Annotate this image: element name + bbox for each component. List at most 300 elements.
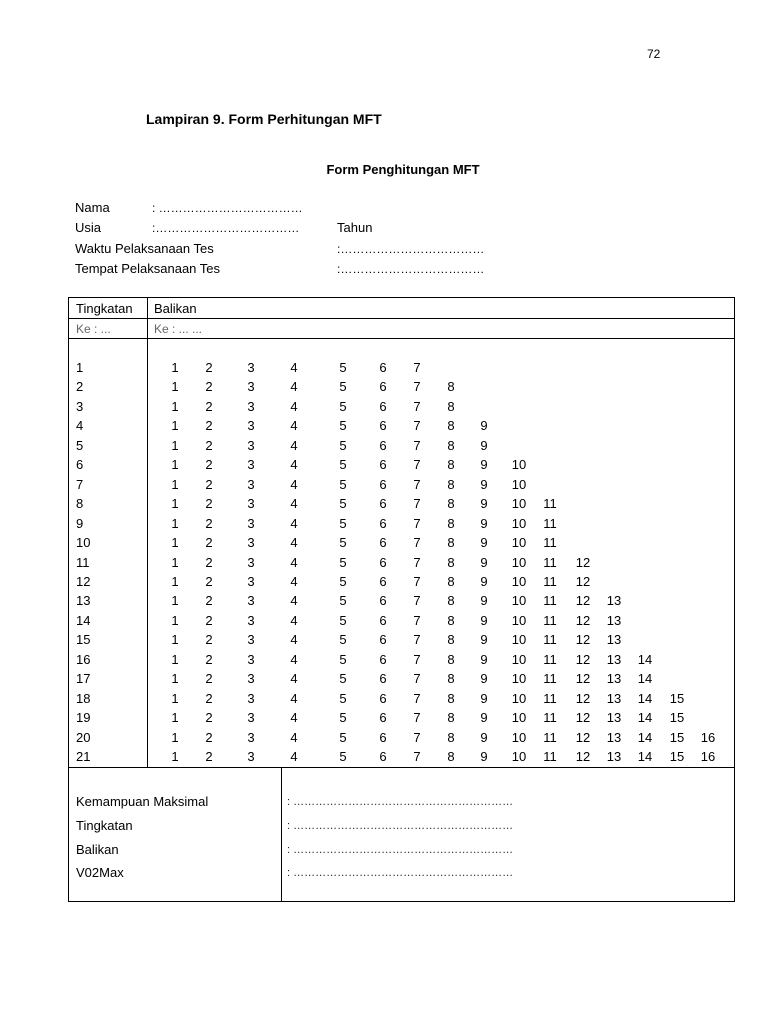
shuttle-number[interactable]: 7 (413, 515, 421, 531)
level-number: 14 (76, 612, 91, 628)
level-row (69, 360, 734, 380)
level-row (69, 418, 734, 438)
shuttle-number[interactable]: 10 (511, 651, 527, 667)
shuttle-number[interactable]: 7 (413, 612, 421, 628)
shuttle-number[interactable]: 8 (447, 535, 455, 551)
shuttle-number[interactable]: 2 (205, 729, 213, 745)
shuttle-number[interactable]: 7 (413, 573, 421, 589)
shuttle-number[interactable]: 1 (171, 690, 179, 706)
balikan-ke-field[interactable]: Ke : ... ... (154, 322, 203, 336)
shuttle-number[interactable]: 5 (339, 749, 347, 764)
shuttle-number[interactable]: 13 (606, 729, 622, 745)
shuttle-number[interactable]: 8 (447, 573, 455, 589)
shuttle-number[interactable]: 6 (379, 690, 387, 706)
level-row (69, 710, 734, 730)
shuttle-number[interactable]: 7 (413, 554, 421, 570)
shuttle-number[interactable]: 5 (339, 573, 347, 589)
shuttle-number[interactable]: 7 (413, 437, 421, 453)
shuttle-number[interactable]: 10 (511, 749, 527, 764)
shuttle-number[interactable]: 13 (606, 651, 622, 667)
shuttle-number[interactable]: 9 (480, 690, 488, 706)
balikan-result-label: Balikan (76, 842, 119, 857)
shuttle-number[interactable]: 1 (171, 418, 179, 434)
shuttle-number[interactable]: 3 (247, 457, 255, 473)
shuttle-number[interactable]: 1 (171, 573, 179, 589)
shuttle-number[interactable]: 1 (171, 476, 179, 492)
shuttle-number[interactable]: 6 (379, 612, 387, 628)
shuttle-number[interactable]: 8 (447, 710, 455, 726)
shuttle-number[interactable]: 5 (339, 729, 347, 745)
shuttle-number[interactable]: 1 (171, 612, 179, 628)
shuttle-number[interactable]: 4 (290, 632, 298, 648)
shuttle-number[interactable]: 2 (205, 690, 213, 706)
shuttle-number[interactable]: 5 (339, 632, 347, 648)
shuttle-number[interactable]: 11 (543, 535, 557, 551)
shuttle-number[interactable]: 1 (171, 398, 179, 414)
shuttle-number[interactable]: 1 (171, 651, 179, 667)
shuttle-number[interactable]: 11 (543, 651, 557, 667)
shuttle-number[interactable]: 10 (511, 515, 527, 531)
shuttle-number[interactable]: 10 (511, 710, 527, 726)
shuttle-number[interactable]: 6 (379, 554, 387, 570)
shuttle-number[interactable]: 2 (205, 496, 213, 512)
shuttle-number[interactable]: 1 (171, 710, 179, 726)
shuttle-number[interactable]: 5 (339, 360, 347, 375)
shuttle-number[interactable]: 7 (413, 593, 421, 609)
shuttle-number[interactable]: 5 (339, 710, 347, 726)
shuttle-number[interactable]: 4 (290, 535, 298, 551)
shuttle-number[interactable]: 8 (447, 476, 455, 492)
shuttle-number[interactable]: 3 (247, 690, 255, 706)
shuttle-number[interactable]: 3 (247, 398, 255, 414)
shuttle-number[interactable]: 6 (379, 457, 387, 473)
shuttle-number[interactable]: 3 (247, 496, 255, 512)
shuttle-number[interactable]: 1 (171, 457, 179, 473)
shuttle-number[interactable]: 7 (413, 671, 421, 687)
shuttle-number[interactable]: 12 (575, 651, 591, 667)
shuttle-number[interactable]: 11 (543, 593, 557, 609)
shuttle-number[interactable]: 9 (480, 437, 488, 453)
shuttle-number[interactable]: 5 (339, 690, 347, 706)
shuttle-number[interactable]: 6 (379, 398, 387, 414)
level-number: 18 (76, 690, 91, 706)
shuttle-number[interactable]: 9 (480, 418, 488, 434)
shuttle-number[interactable]: 3 (247, 515, 255, 531)
shuttle-number[interactable]: 8 (447, 418, 455, 434)
shuttle-number[interactable]: 2 (205, 418, 213, 434)
shuttle-number[interactable]: 9 (480, 515, 488, 531)
shuttle-number[interactable]: 10 (511, 496, 527, 512)
shuttle-number[interactable]: 10 (511, 593, 527, 609)
shuttle-number[interactable]: 3 (247, 554, 255, 570)
shuttle-number[interactable]: 2 (205, 437, 213, 453)
usia-unit: Tahun (337, 220, 373, 235)
shuttle-number[interactable]: 1 (171, 749, 179, 764)
shuttle-number[interactable]: 11 (543, 690, 557, 706)
shuttle-number[interactable]: 4 (290, 360, 298, 375)
shuttle-number[interactable]: 7 (413, 398, 421, 414)
shuttle-number[interactable]: 4 (290, 729, 298, 745)
shuttle-number[interactable]: 5 (339, 379, 347, 395)
shuttle-number[interactable]: 8 (447, 690, 455, 706)
shuttle-number[interactable]: 1 (171, 554, 179, 570)
shuttle-number[interactable]: 7 (413, 418, 421, 434)
shuttle-number[interactable]: 6 (379, 671, 387, 687)
shuttle-number[interactable]: 8 (447, 612, 455, 628)
level-number: 4 (76, 418, 84, 434)
shuttle-number[interactable]: 6 (379, 573, 387, 589)
kemampuan-field[interactable]: : …………………………………………………… (287, 796, 514, 808)
shuttle-number[interactable]: 15 (669, 749, 685, 764)
shuttle-number[interactable]: 11 (543, 515, 557, 531)
shuttle-number[interactable]: 4 (290, 690, 298, 706)
tingkatan-result-label: Tingkatan (76, 818, 133, 833)
shuttle-number[interactable]: 2 (205, 612, 213, 628)
shuttle-number[interactable]: 10 (511, 573, 527, 589)
shuttle-number[interactable]: 7 (413, 379, 421, 395)
usia-label: Usia (75, 220, 102, 235)
shuttle-number[interactable]: 14 (637, 729, 653, 745)
shuttle-number[interactable]: 8 (447, 749, 455, 764)
shuttle-number[interactable]: 11 (543, 632, 557, 648)
shuttle-number[interactable]: 15 (669, 710, 685, 726)
shuttle-number[interactable]: 3 (247, 418, 255, 434)
appendix-title: Lampiran 9. Form Perhitungan MFT (146, 111, 382, 127)
shuttle-number[interactable]: 12 (575, 690, 591, 706)
shuttle-number[interactable]: 1 (171, 535, 179, 551)
shuttle-number[interactable]: 2 (205, 593, 213, 609)
level-number: 20 (76, 729, 91, 745)
shuttle-number[interactable]: 4 (290, 515, 298, 531)
shuttle-number[interactable]: 13 (606, 632, 622, 648)
shuttle-number[interactable]: 3 (247, 476, 255, 492)
shuttle-number[interactable]: 13 (606, 593, 622, 609)
shuttle-number[interactable]: 8 (447, 729, 455, 745)
shuttle-number[interactable]: 5 (339, 457, 347, 473)
shuttle-number[interactable]: 6 (379, 632, 387, 648)
shuttle-number[interactable]: 9 (480, 710, 488, 726)
nama-label: Nama (75, 200, 110, 215)
shuttle-number[interactable]: 10 (511, 476, 527, 492)
shuttle-number[interactable]: 3 (247, 360, 255, 375)
shuttle-number[interactable]: 1 (171, 360, 179, 375)
shuttle-number[interactable]: 13 (606, 710, 622, 726)
shuttle-number[interactable]: 5 (339, 612, 347, 628)
shuttle-number[interactable]: 5 (339, 418, 347, 434)
shuttle-number[interactable]: 2 (205, 360, 213, 375)
shuttle-number[interactable]: 7 (413, 360, 421, 375)
shuttle-number[interactable]: 4 (290, 496, 298, 512)
shuttle-number[interactable]: 9 (480, 457, 488, 473)
shuttle-number[interactable]: 11 (543, 671, 557, 687)
shuttle-number[interactable]: 15 (669, 729, 685, 745)
subheader-divider (69, 338, 734, 339)
shuttle-number[interactable]: 12 (575, 710, 591, 726)
shuttle-number[interactable]: 12 (575, 749, 591, 764)
shuttle-number[interactable]: 2 (205, 535, 213, 551)
shuttle-number[interactable]: 1 (171, 729, 179, 745)
shuttle-number[interactable]: 8 (447, 632, 455, 648)
shuttle-number[interactable]: 5 (339, 651, 347, 667)
waktu-field[interactable]: :……………………………… (337, 242, 485, 256)
level-row (69, 593, 734, 613)
shuttle-number[interactable]: 4 (290, 749, 298, 764)
shuttle-number[interactable]: 13 (606, 612, 622, 628)
shuttle-number[interactable]: 1 (171, 632, 179, 648)
shuttle-number[interactable]: 16 (700, 749, 716, 764)
shuttle-number[interactable]: 9 (480, 573, 488, 589)
shuttle-number[interactable]: 5 (339, 437, 347, 453)
shuttle-number[interactable]: 9 (480, 651, 488, 667)
shuttle-number[interactable]: 3 (247, 729, 255, 745)
shuttle-number[interactable]: 3 (247, 671, 255, 687)
shuttle-number[interactable]: 4 (290, 612, 298, 628)
shuttle-number[interactable]: 6 (379, 729, 387, 745)
shuttle-number[interactable]: 6 (379, 749, 387, 764)
shuttle-number[interactable]: 9 (480, 749, 488, 764)
shuttle-number[interactable]: 11 (543, 729, 557, 745)
shuttle-number[interactable]: 2 (205, 671, 213, 687)
level-row (69, 613, 734, 633)
shuttle-number[interactable]: 11 (543, 710, 557, 726)
shuttle-number[interactable]: 9 (480, 593, 488, 609)
shuttle-number[interactable]: 10 (511, 671, 527, 687)
shuttle-number[interactable]: 12 (575, 729, 591, 745)
shuttle-number[interactable]: 3 (247, 651, 255, 667)
shuttle-number[interactable]: 4 (290, 554, 298, 570)
shuttle-number[interactable]: 6 (379, 535, 387, 551)
shuttle-number[interactable]: 3 (247, 437, 255, 453)
level-row (69, 535, 734, 555)
level-number: 16 (76, 651, 91, 667)
shuttle-number[interactable]: 13 (606, 690, 622, 706)
shuttle-number[interactable]: 14 (637, 651, 653, 667)
shuttle-number[interactable]: 9 (480, 535, 488, 551)
shuttle-number[interactable]: 6 (379, 710, 387, 726)
shuttle-number[interactable]: 11 (543, 612, 557, 628)
shuttle-number[interactable]: 6 (379, 651, 387, 667)
shuttle-number[interactable]: 4 (290, 710, 298, 726)
shuttle-number[interactable]: 13 (606, 671, 622, 687)
shuttle-number[interactable]: 8 (447, 593, 455, 609)
level-row (69, 516, 734, 536)
shuttle-number[interactable]: 9 (480, 496, 488, 512)
shuttle-number[interactable]: 7 (413, 690, 421, 706)
shuttle-number[interactable]: 2 (205, 457, 213, 473)
shuttle-number[interactable]: 9 (480, 671, 488, 687)
shuttle-number[interactable]: 10 (511, 632, 527, 648)
waktu-label: Waktu Pelaksanaan Tes (75, 241, 214, 256)
shuttle-number[interactable]: 15 (669, 690, 685, 706)
shuttle-number[interactable]: 12 (575, 632, 591, 648)
shuttle-number[interactable]: 9 (480, 729, 488, 745)
shuttle-number[interactable]: 14 (637, 749, 653, 764)
shuttle-number[interactable]: 10 (511, 554, 527, 570)
shuttle-number[interactable]: 8 (447, 651, 455, 667)
nama-field[interactable]: : ……………………………… (152, 201, 303, 215)
shuttle-number[interactable]: 12 (575, 573, 591, 589)
shuttle-number[interactable]: 9 (480, 632, 488, 648)
tingkatan-ke-field[interactable]: Ke : ... (76, 322, 111, 336)
shuttle-number[interactable]: 3 (247, 593, 255, 609)
shuttle-number[interactable]: 4 (290, 379, 298, 395)
shuttle-number[interactable]: 11 (543, 496, 557, 512)
shuttle-number[interactable]: 5 (339, 496, 347, 512)
shuttle-number[interactable]: 6 (379, 418, 387, 434)
level-number: 5 (76, 437, 84, 453)
shuttle-number[interactable]: 7 (413, 710, 421, 726)
shuttle-number[interactable]: 3 (247, 612, 255, 628)
shuttle-number[interactable]: 2 (205, 573, 213, 589)
shuttle-number[interactable]: 8 (447, 379, 455, 395)
shuttle-number[interactable]: 5 (339, 554, 347, 570)
shuttle-number[interactable]: 7 (413, 535, 421, 551)
shuttle-number[interactable]: 8 (447, 496, 455, 512)
shuttle-number[interactable]: 11 (543, 554, 557, 570)
level-row (69, 652, 734, 672)
shuttle-number[interactable]: 11 (543, 573, 557, 589)
level-row (69, 379, 734, 399)
shuttle-number[interactable]: 12 (575, 671, 591, 687)
shuttle-number[interactable]: 11 (543, 749, 557, 764)
shuttle-number[interactable]: 2 (205, 515, 213, 531)
shuttle-number[interactable]: 7 (413, 632, 421, 648)
shuttle-number[interactable]: 2 (205, 749, 213, 764)
shuttle-number[interactable]: 3 (247, 632, 255, 648)
shuttle-number[interactable]: 1 (171, 379, 179, 395)
shuttle-number[interactable]: 1 (171, 437, 179, 453)
shuttle-number[interactable]: 10 (511, 690, 527, 706)
shuttle-number[interactable]: 6 (379, 476, 387, 492)
shuttle-number[interactable]: 4 (290, 437, 298, 453)
shuttle-number[interactable]: 10 (511, 729, 527, 745)
shuttle-number[interactable]: 2 (205, 476, 213, 492)
shuttle-number[interactable]: 5 (339, 398, 347, 414)
level-row (69, 496, 734, 516)
shuttle-number[interactable]: 4 (290, 398, 298, 414)
shuttle-number[interactable]: 3 (247, 573, 255, 589)
shuttle-number[interactable]: 9 (480, 612, 488, 628)
balikan-result-field[interactable]: : …………………………………………………… (287, 844, 514, 856)
header-divider (69, 318, 734, 319)
shuttle-number[interactable]: 6 (379, 379, 387, 395)
level-number: 2 (76, 379, 84, 395)
shuttle-number[interactable]: 4 (290, 418, 298, 434)
level-row (69, 671, 734, 691)
shuttle-number[interactable]: 12 (575, 554, 591, 570)
shuttle-number[interactable]: 4 (290, 651, 298, 667)
shuttle-number[interactable]: 14 (637, 690, 653, 706)
shuttle-number[interactable]: 7 (413, 729, 421, 745)
tempat-label: Tempat Pelaksanaan Tes (75, 261, 221, 276)
shuttle-number[interactable]: 5 (339, 593, 347, 609)
shuttle-number[interactable]: 12 (575, 612, 591, 628)
shuttle-number[interactable]: 7 (413, 457, 421, 473)
level-number: 1 (76, 360, 84, 375)
shuttle-number[interactable]: 14 (637, 710, 653, 726)
shuttle-number[interactable]: 8 (447, 671, 455, 687)
shuttle-number[interactable]: 4 (290, 457, 298, 473)
shuttle-number[interactable]: 8 (447, 398, 455, 414)
shuttle-number[interactable]: 8 (447, 437, 455, 453)
shuttle-number[interactable]: 5 (339, 671, 347, 687)
shuttle-number[interactable]: 4 (290, 573, 298, 589)
shuttle-number[interactable]: 4 (290, 593, 298, 609)
shuttle-number[interactable]: 3 (247, 749, 255, 764)
shuttle-number[interactable]: 14 (637, 671, 653, 687)
shuttle-number[interactable]: 9 (480, 554, 488, 570)
shuttle-number[interactable]: 8 (447, 457, 455, 473)
shuttle-number[interactable]: 5 (339, 476, 347, 492)
shuttle-number[interactable]: 3 (247, 535, 255, 551)
vo2max-label: V02Max (76, 865, 124, 880)
shuttle-number[interactable]: 2 (205, 651, 213, 667)
shuttle-number[interactable]: 4 (290, 671, 298, 687)
shuttle-number[interactable]: 2 (205, 379, 213, 395)
shuttle-number[interactable]: 12 (575, 593, 591, 609)
shuttle-number[interactable]: 3 (247, 710, 255, 726)
shuttle-number[interactable]: 4 (290, 476, 298, 492)
level-number: 8 (76, 496, 84, 512)
shuttle-number[interactable]: 9 (480, 476, 488, 492)
shuttle-number[interactable]: 7 (413, 651, 421, 667)
shuttle-number[interactable]: 5 (339, 515, 347, 531)
shuttle-number[interactable]: 16 (700, 729, 716, 745)
tempat-field[interactable]: :……………………………… (337, 262, 485, 276)
level-number: 19 (76, 710, 91, 726)
level-number: 10 (76, 535, 91, 551)
mft-table (68, 297, 735, 902)
shuttle-number[interactable]: 7 (413, 496, 421, 512)
level-row (69, 632, 734, 652)
shuttle-number[interactable]: 2 (205, 398, 213, 414)
shuttle-number[interactable]: 5 (339, 535, 347, 551)
shuttle-number[interactable]: 1 (171, 496, 179, 512)
shuttle-number[interactable]: 8 (447, 554, 455, 570)
level-number: 11 (76, 554, 90, 570)
level-number: 21 (76, 749, 91, 764)
shuttle-number[interactable]: 3 (247, 379, 255, 395)
shuttle-number[interactable]: 8 (447, 515, 455, 531)
shuttle-number[interactable]: 6 (379, 515, 387, 531)
page-number: 72 (647, 47, 661, 61)
summary-col-divider (281, 767, 282, 902)
shuttle-number[interactable]: 2 (205, 554, 213, 570)
shuttle-number[interactable]: 10 (511, 457, 527, 473)
shuttle-number[interactable]: 6 (379, 496, 387, 512)
shuttle-number[interactable]: 1 (171, 593, 179, 609)
level-number: 9 (76, 515, 84, 531)
level-row (69, 574, 734, 594)
shuttle-number[interactable]: 1 (171, 671, 179, 687)
shuttle-number[interactable]: 6 (379, 437, 387, 453)
shuttle-number[interactable]: 10 (511, 612, 527, 628)
shuttle-number[interactable]: 7 (413, 749, 421, 764)
usia-field[interactable]: :……………………………… (152, 221, 300, 235)
level-row (69, 691, 734, 711)
level-number: 6 (76, 457, 84, 473)
shuttle-number[interactable]: 2 (205, 632, 213, 648)
shuttle-number[interactable]: 2 (205, 710, 213, 726)
tingkatan-result-field[interactable]: : …………………………………………………… (287, 820, 514, 832)
shuttle-number[interactable]: 6 (379, 360, 387, 375)
shuttle-number[interactable]: 10 (511, 535, 527, 551)
shuttle-number[interactable]: 13 (606, 749, 622, 764)
shuttle-number[interactable]: 6 (379, 593, 387, 609)
shuttle-number[interactable]: 1 (171, 515, 179, 531)
vo2max-field[interactable]: : …………………………………………………… (287, 867, 514, 879)
shuttle-number[interactable]: 7 (413, 476, 421, 492)
